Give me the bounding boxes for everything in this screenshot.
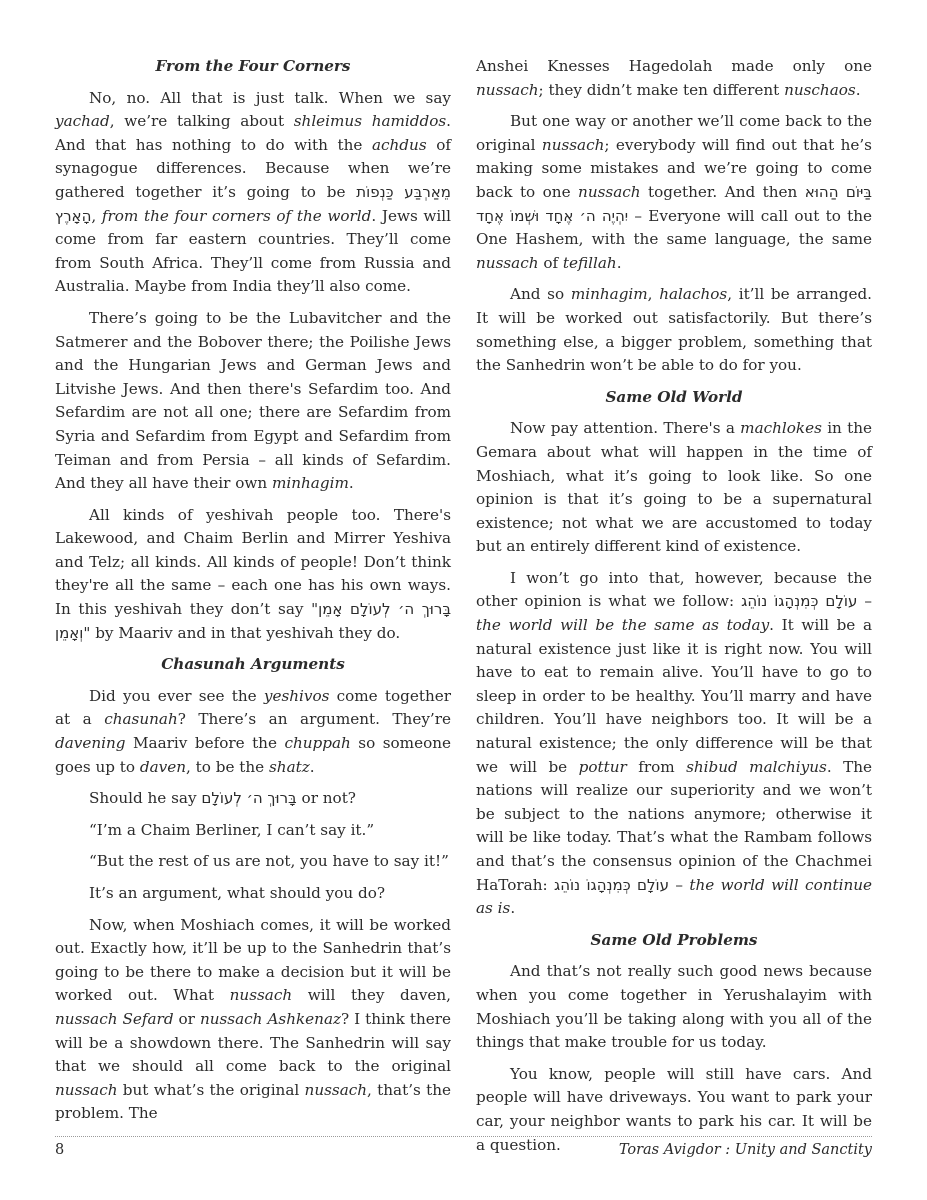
text-run: Now, when Moshiach comes, it will be worked out. Exactly how, it’ll be up to the Sanhedrin that’s going to be there to make a decision but it will be worked out. What [55,915,451,1005]
italic-term: achdus [371,135,427,154]
italic-term: nuschaos [784,80,856,99]
hebrew-quote: עוֹלָם כְּמִנְהָגוֹ נוֹהֵג [741,592,858,611]
paragraph [55,685,451,779]
italic-term: nussach [476,80,539,99]
footer-divider [55,1136,872,1137]
text-run: . And that has nothing to do with the [55,112,451,154]
text-run: , it’ll be arranged. It will be worked out satisfactorily. But there’s something else, a bigger problem, something that the Sanhedrin won’t be able to do for you. [476,285,872,375]
running-title: Toras Avigdor : Unity and Sanctity [618,1142,872,1158]
text-run: No, no. All that is just talk. When we say [89,88,451,107]
hebrew-quote: בַּיּוֹם הַהוּא יִהְיֶה ה׳ אֶחָד וּשְׁמוֹ אֶחָד [476,182,872,225]
text-run: . [309,757,315,776]
italic-term: minhagim [271,474,349,493]
text-run: All kinds of yeshivah people too. There's Lakewood, and Chaim Berlin and Mirrer Yeshiva and Telz; all kinds. All kinds of people! Don’t think they're all the same – each one has his own ways. In this yeshivah they don’t say " [55,505,451,619]
text-run: , we’re talking about [109,112,294,131]
text-run: . It will be a natural existence just like it is right now. You will have to eat to remain alive. You’ll have to go to sleep in order to be healthy. You’ll marry and have children. You’ll have neighbors too. It will be a natural existence; the only difference will be that we will be [476,616,872,776]
text-run: ; everybody will find out that he’s making some mistakes and we’re going to come back to one [476,135,872,201]
text-run: And so [510,285,571,304]
italic-term: tefillah [562,253,617,272]
paragraph-continued [476,55,872,102]
text-run: Anshei Knesses Hagedolah made only one [476,57,872,75]
paragraph: It’s an argument, what should you do? [89,884,385,902]
text-run: – [668,875,690,894]
paragraph: And that’s not really such good news because when you come together in Yerushalayim with Moshiach you’ll be taking along with you all of the things that make trouble for us today. [476,962,872,1052]
paragraph [55,307,451,496]
paragraph [476,283,872,377]
italic-term: nussach Ashkenaz [199,1009,342,1028]
italic-translation: the world will be the same as today [476,616,770,635]
italic-translation: the world will continue as is [476,875,873,918]
italic-term: nussach [541,135,605,154]
text-run: . [348,474,354,493]
text-run: of [538,253,563,272]
text-run: come together at a [55,686,451,729]
text-run: ? There’s an argument. They’re [177,710,451,729]
text-run: ? I think there will be a showdown there. The Sanhedrin will say that we should all come back to the original [55,1009,451,1076]
text-run: of synagogue differences. Because when we’re gathered together it’s going to be [55,135,451,201]
text-run: ; they didn’t make ten different [538,80,785,99]
text-run: . The nations will realize our superiority and we won’t be subject to the nations anymore; otherwise it will be like today. That’s what the Rambam follows and that’s the consensus opinion of the Chachmei HaTorah: [476,757,872,894]
italic-term: nussach [304,1080,368,1099]
italic-term: shleimus hamiddos [293,112,447,131]
hebrew-quote: עוֹלָם כְּמִנְהָגוֹ נוֹהֵג [554,875,669,894]
text-run: . Jews will come from far eastern countries. They’ll come from South Africa. They’ll come from Russia and Australia. Maybe from India they’ll also come. [55,206,451,296]
right-column [476,55,872,1165]
dialogue-line: “I’m a Chaim Berliner, I can’t say it.” [89,820,375,839]
italic-term: shatz [269,757,310,776]
italic-term: yachad [55,112,110,131]
hebrew-quote: מֵאַרְבַּע כַּנְפוֹת הָאָרֶץ [55,182,451,225]
text-run: in the Gemara about what will happen in the time of Moshiach, what it’s going to look like. So one opinion is that it’s going to be a supernatural existence; not what we are accustomed to today but an entirely different kind of existence. [476,419,873,556]
text-run: Should he say [89,789,202,808]
paragraph [476,567,872,921]
italic-term: halachos [659,285,728,304]
paragraph [55,914,451,1126]
text-run: , to be the [186,757,269,776]
text-run: . [510,899,516,918]
text-run: or not? [296,789,356,808]
italic-term: shibud malchiyus [686,757,827,776]
text-run: so someone goes up to [55,734,451,776]
italic-term: minhagim [570,285,648,304]
text-run: or [173,1009,200,1028]
paragraph: You know, people will still have cars. And people will have driveways. You want to park your car, your neighbor wants to park his car. It will be a question. [476,1064,872,1154]
text-run: Maariv before the [125,734,285,753]
text-run: " by Maariv and in that yeshivah they do. [83,623,401,642]
text-run: Now pay attention. There's a [510,419,741,438]
italic-term: nussach [229,986,293,1005]
text-run: . [855,80,861,99]
text-run: , that’s the problem. The [55,1080,451,1123]
text-run: – Everyone will call out to the One Hashem, with the same language, the same [476,206,872,249]
text-run: . [616,253,622,272]
paragraph [476,110,872,275]
text-run: Did you ever see the [89,686,264,705]
italic-term: nussach Sefard [55,1009,174,1028]
italic-term: yeshivos [263,686,330,705]
italic-term: pottur [578,757,627,776]
italic-term: nussach [476,253,539,272]
italic-term: davening [55,734,126,753]
paragraph [55,504,451,646]
italic-term: chasunah [104,710,178,729]
text-run: but what’s the original [117,1080,305,1099]
text-run: But one way or another we’ll come back to the original [476,112,872,154]
page-number: 8 [55,1142,65,1158]
text-run: I won’t go into that, however, because the other opinion is what we follow: [476,568,872,611]
italic-term: daven [139,757,187,776]
text-run: – [857,592,872,611]
italic-term: nussach [55,1080,118,1099]
hebrew-quote: בָּרוּךְ ה׳ לְעוֹלָם אָמֵן וְאָמֵן [55,600,451,642]
section-heading-four-corners: From the Four Corners [155,57,351,75]
text-run: from [626,757,687,776]
text-run: , [91,206,102,225]
hebrew-quote: בָּרוּךְ ה׳ לְעוֹלָם [201,789,297,808]
text-run: , [647,285,660,304]
text-run: There’s going to be the Lubavitcher and the Satmerer and the Bobover there; the Poilishe Jews and the Hungarian Jews and German Jews and Litvishe Jews. And then there's Sefardim too. And Sefardim are not all one; there are Sefardim from Syria and Sefardim from Egypt and Sefardim from Teiman and from Persia – all kinds of Sefardim. And they all have their own [55,308,451,493]
paragraph [55,87,451,299]
paragraph [476,417,872,559]
section-heading-same-old-world: Same Old World [605,387,743,406]
section-heading-chasunah: Chasunah Arguments [161,655,345,674]
text-run: will they daven, [292,986,451,1005]
italic-term: nussach [578,182,641,201]
left-column [55,55,451,1134]
italic-term: chuppah [284,734,351,753]
text-run: together. And then [640,182,805,201]
paragraph [55,787,451,811]
section-heading-same-old-problems: Same Old Problems [590,930,758,949]
italic-translation: from the four corners of the world [101,206,372,225]
italic-term: machlokes [740,419,822,438]
dialogue-line: “But the rest of us are not, you have to say it!” [89,852,449,871]
